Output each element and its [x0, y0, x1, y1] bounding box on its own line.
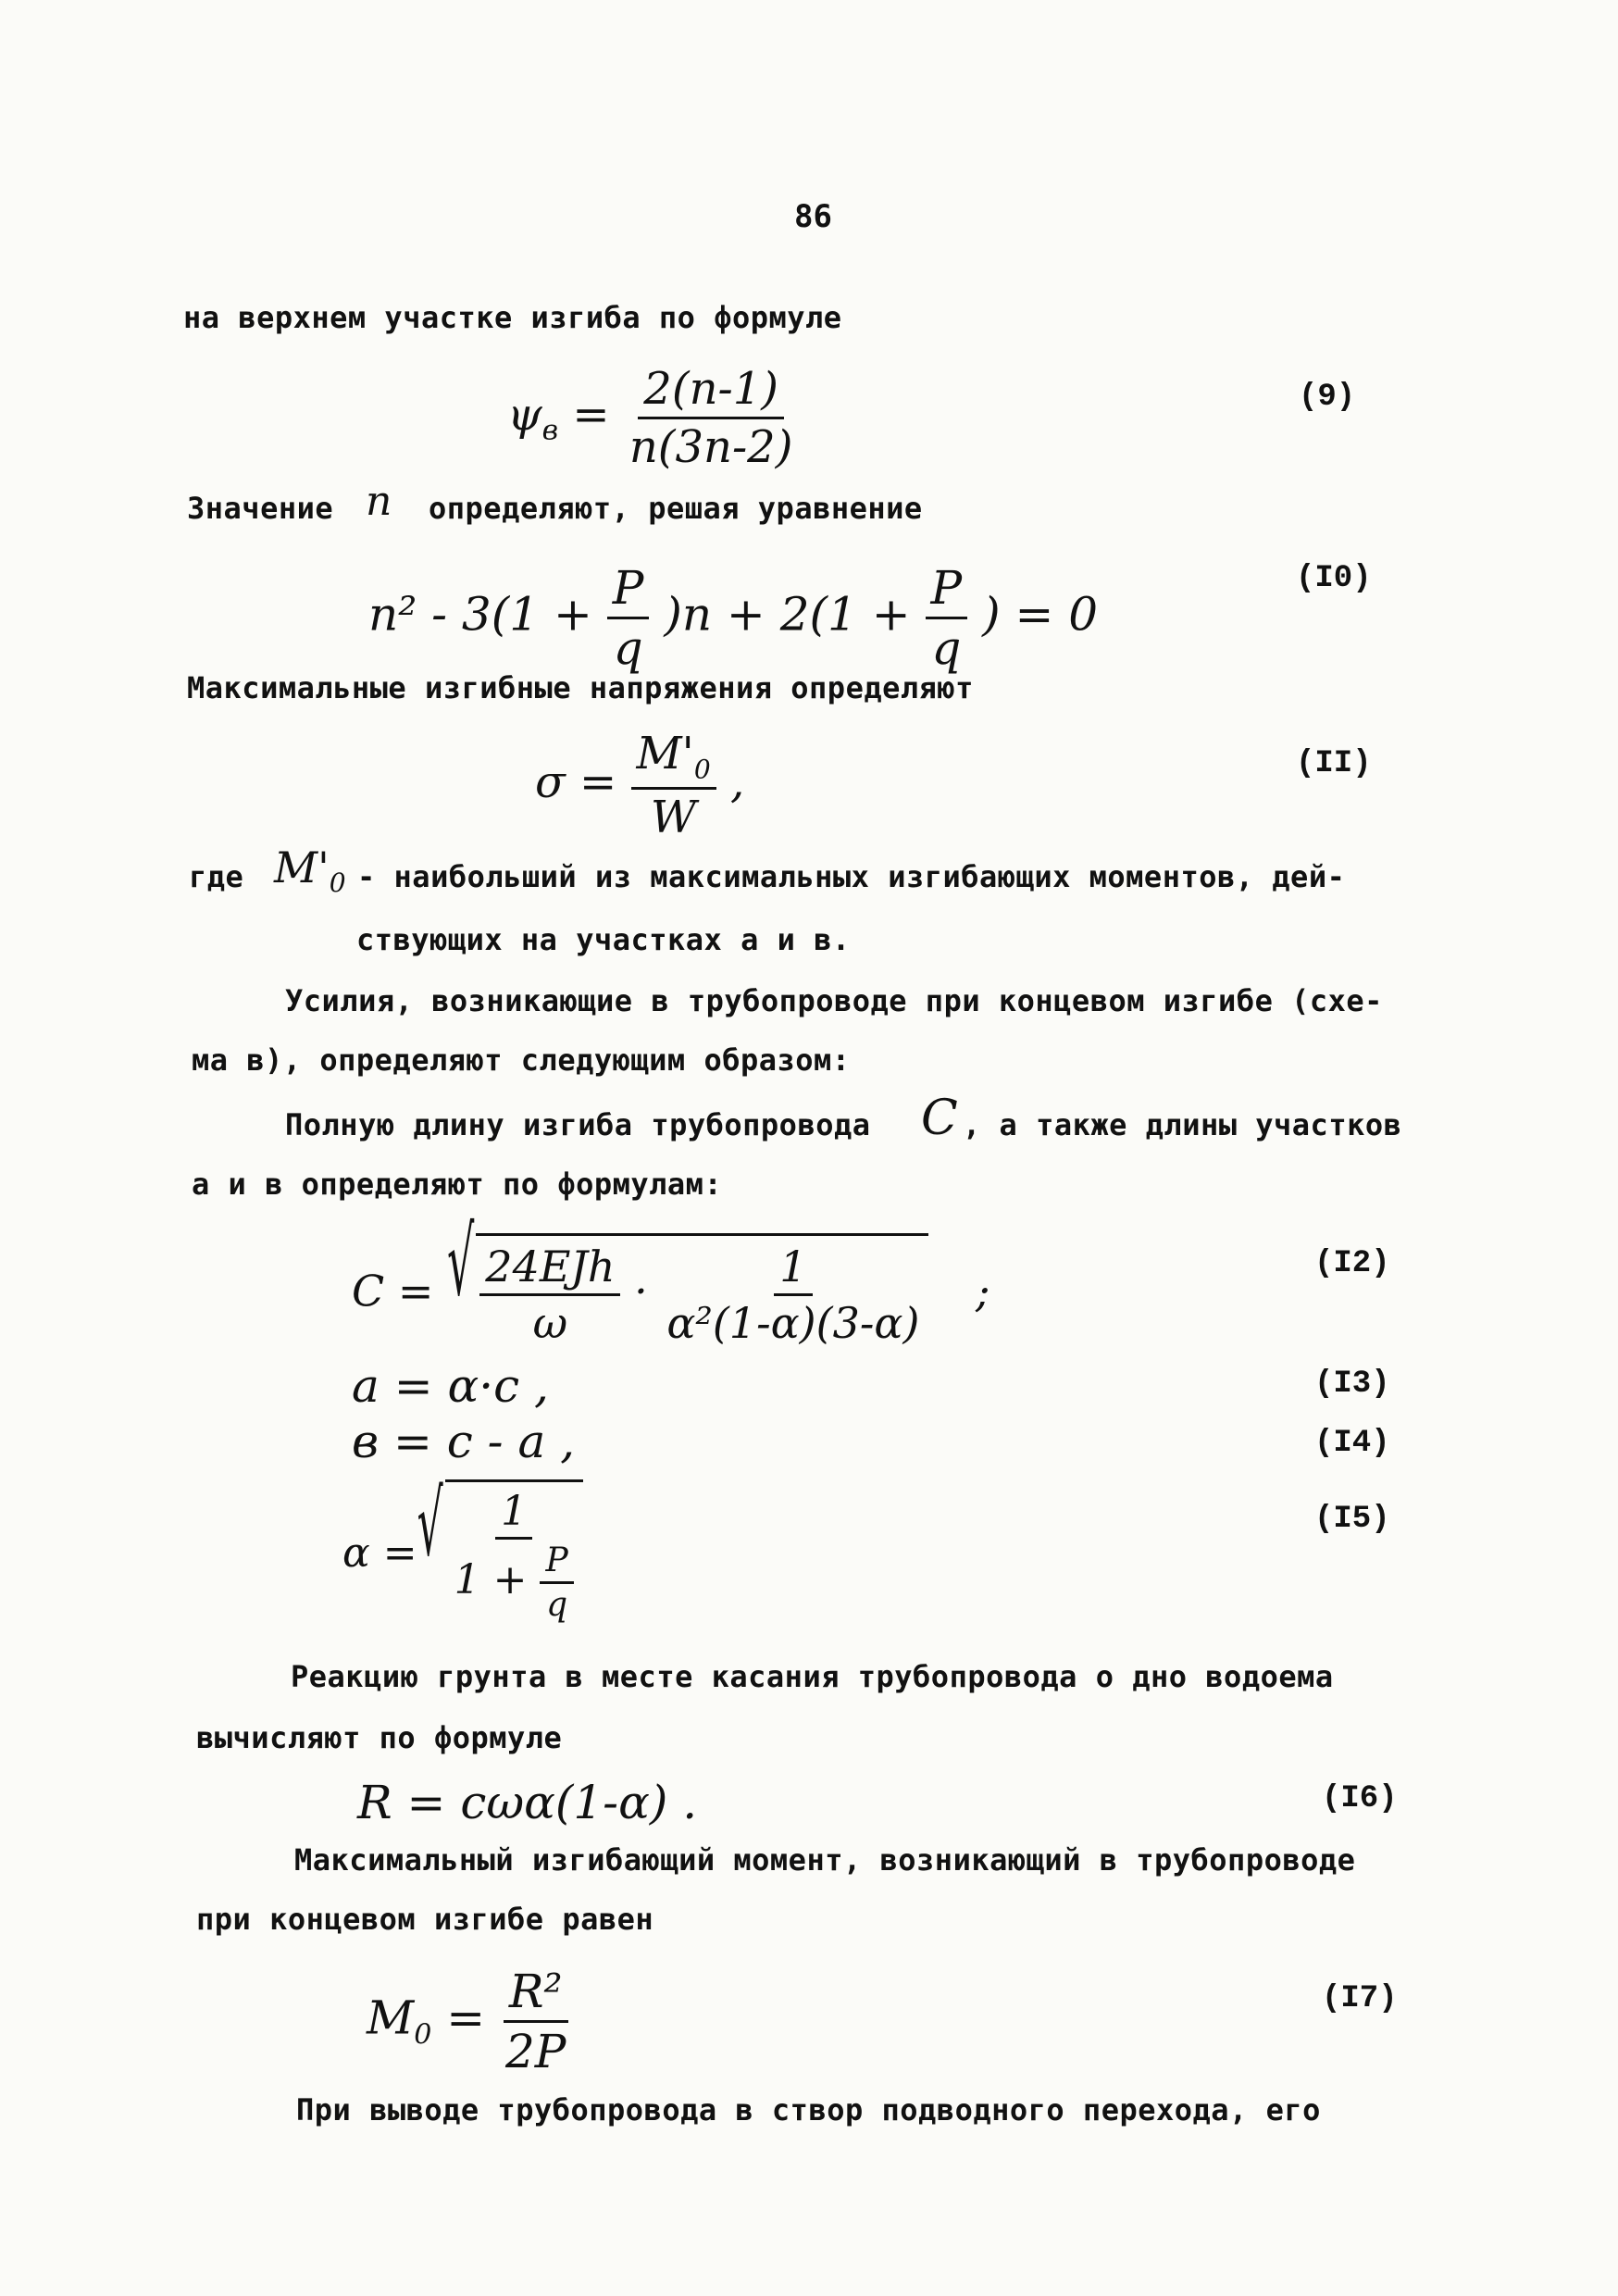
formula-17: $M_0$ = $\frac{\text{R²}}{2P}$ [367, 1965, 571, 2078]
text-line: на верхнем участке изгиба по формуле [183, 300, 842, 335]
formula-9-numerator: 2(n-1) [638, 363, 784, 419]
formula-12: C = √ $\frac{\text{24EJh}}{\omega}$ · $\frac{1}{\text{α²(1-α)(3-α)}}$ ; [352, 1205, 990, 1348]
formula-15: α =√ 1 1 + $\frac{P}{q}$ [342, 1479, 583, 1624]
equation-number-10: (I0) [1296, 561, 1372, 596]
text-line: вычисляют по формуле [196, 1720, 563, 1755]
page-number: 86 [794, 198, 832, 235]
formula-9-lhs: ψ [507, 389, 542, 441]
formula-12-lhs: C = [352, 1266, 447, 1316]
text-line: а и в определяют по формулам: [192, 1167, 723, 1202]
text-line: , а также длины участков [963, 1107, 1402, 1142]
equation-number-13: (I3) [1314, 1366, 1390, 1402]
text-line: Максимальные изгибные напряжения определяют [187, 670, 974, 705]
formula-12-fraction-1: $\frac{\text{24EJh}}{\omega}$ [479, 1242, 620, 1348]
equation-number-11: (II) [1296, 746, 1372, 781]
inline-symbol-c: C [921, 1091, 958, 1146]
formula-11-denominator: W [650, 791, 697, 843]
text-line: При выводе трубопровода в створ подводного перехода, его [296, 2092, 1321, 2128]
text-line: - наибольший из максимальных изгибающих моментов, дей- [357, 859, 1346, 894]
formula-11-fraction [631, 728, 716, 843]
formula-10-fraction-1 [607, 561, 650, 675]
formula-11-numerator: $M'_0$ [631, 728, 716, 790]
text-line: ствующих на участках а и в. [356, 922, 851, 957]
text-line: определяют, решая уравнение [429, 491, 923, 526]
formula-15-fraction: 1 1 + $\frac{P}{q}$ [449, 1488, 579, 1624]
formula-15-radicand [445, 1479, 583, 1624]
formula-12-radicand: $\frac{\text{24EJh}}{\omega}$ · $\frac{1}{\text{α²(1-α)(3-α)}}$ [476, 1233, 928, 1348]
formula-11-tail: , [729, 755, 745, 808]
formula-17-fraction: $\frac{\text{R²}}{2P}$ [500, 1965, 571, 2078]
text-line: Реакцию грунта в месте касания трубопровода о дно водоема [291, 1659, 1334, 1694]
text-line: при концевом изгибе равен [196, 1902, 654, 1937]
formula-9: $\psi_в$ = $\frac{2(n-1)}{n(3n-2)}$ [507, 363, 798, 473]
formula-10-part-c: ) = 0 [982, 587, 1099, 642]
formula-10-part-a: n² - 3(1 + [368, 587, 592, 642]
text-line: Максимальный изгибающий момент, возникающий в трубопроводе [294, 1842, 1356, 1878]
equation-number-14: (I4) [1314, 1426, 1390, 1461]
inline-symbol-n: n [366, 478, 392, 525]
text-line: Значение [187, 491, 334, 526]
formula-12-fraction-2: $\frac{1}{\text{α²(1-α)(3-α)}}$ [666, 1242, 920, 1348]
equation-number-17: (I7) [1322, 1981, 1398, 2016]
inline-symbol-m0prime: $M'_0$ [274, 842, 346, 899]
equation-number-12: (I2) [1314, 1246, 1390, 1281]
text-line: Усилия, возникающие в трубопроводе при концевом изгибе (схе- [285, 983, 1383, 1018]
formula-10 [368, 561, 1098, 675]
formula-11 [535, 728, 744, 843]
formula-17-lhs: M [367, 1990, 415, 2045]
formula-10-fraction-2 [926, 561, 968, 675]
equation-number-15: (I5) [1314, 1502, 1390, 1537]
formula-9-fraction [624, 363, 799, 473]
formula-10-p: P [607, 561, 650, 619]
formula-10-part-b: )n + 2(1 + [664, 587, 911, 642]
formula-11-lhs: σ = [535, 755, 617, 808]
formula-10-p: P [926, 561, 968, 619]
equation-number-9: (9) [1299, 380, 1356, 415]
equation-number-16: (I6) [1322, 1781, 1398, 1816]
formula-10-q: q [613, 621, 643, 675]
formula-15-lhs: α = [342, 1529, 417, 1577]
formula-12-tail: ; [976, 1266, 990, 1316]
formula-13: a = α·c , [352, 1359, 549, 1413]
formula-9-lhs-sub: в [541, 414, 559, 447]
text-line: где [189, 859, 244, 894]
formula-16: R = cωα(1-α) . [357, 1776, 698, 1829]
formula-10-q: q [931, 621, 962, 675]
formula-9-denominator: n(3n-2) [629, 421, 793, 473]
text-line: Полную длину изгиба трубопровода [285, 1107, 871, 1142]
formula-14: в = c - a , [352, 1415, 576, 1468]
text-line: ма в), определяют следующим образом: [192, 1042, 851, 1078]
